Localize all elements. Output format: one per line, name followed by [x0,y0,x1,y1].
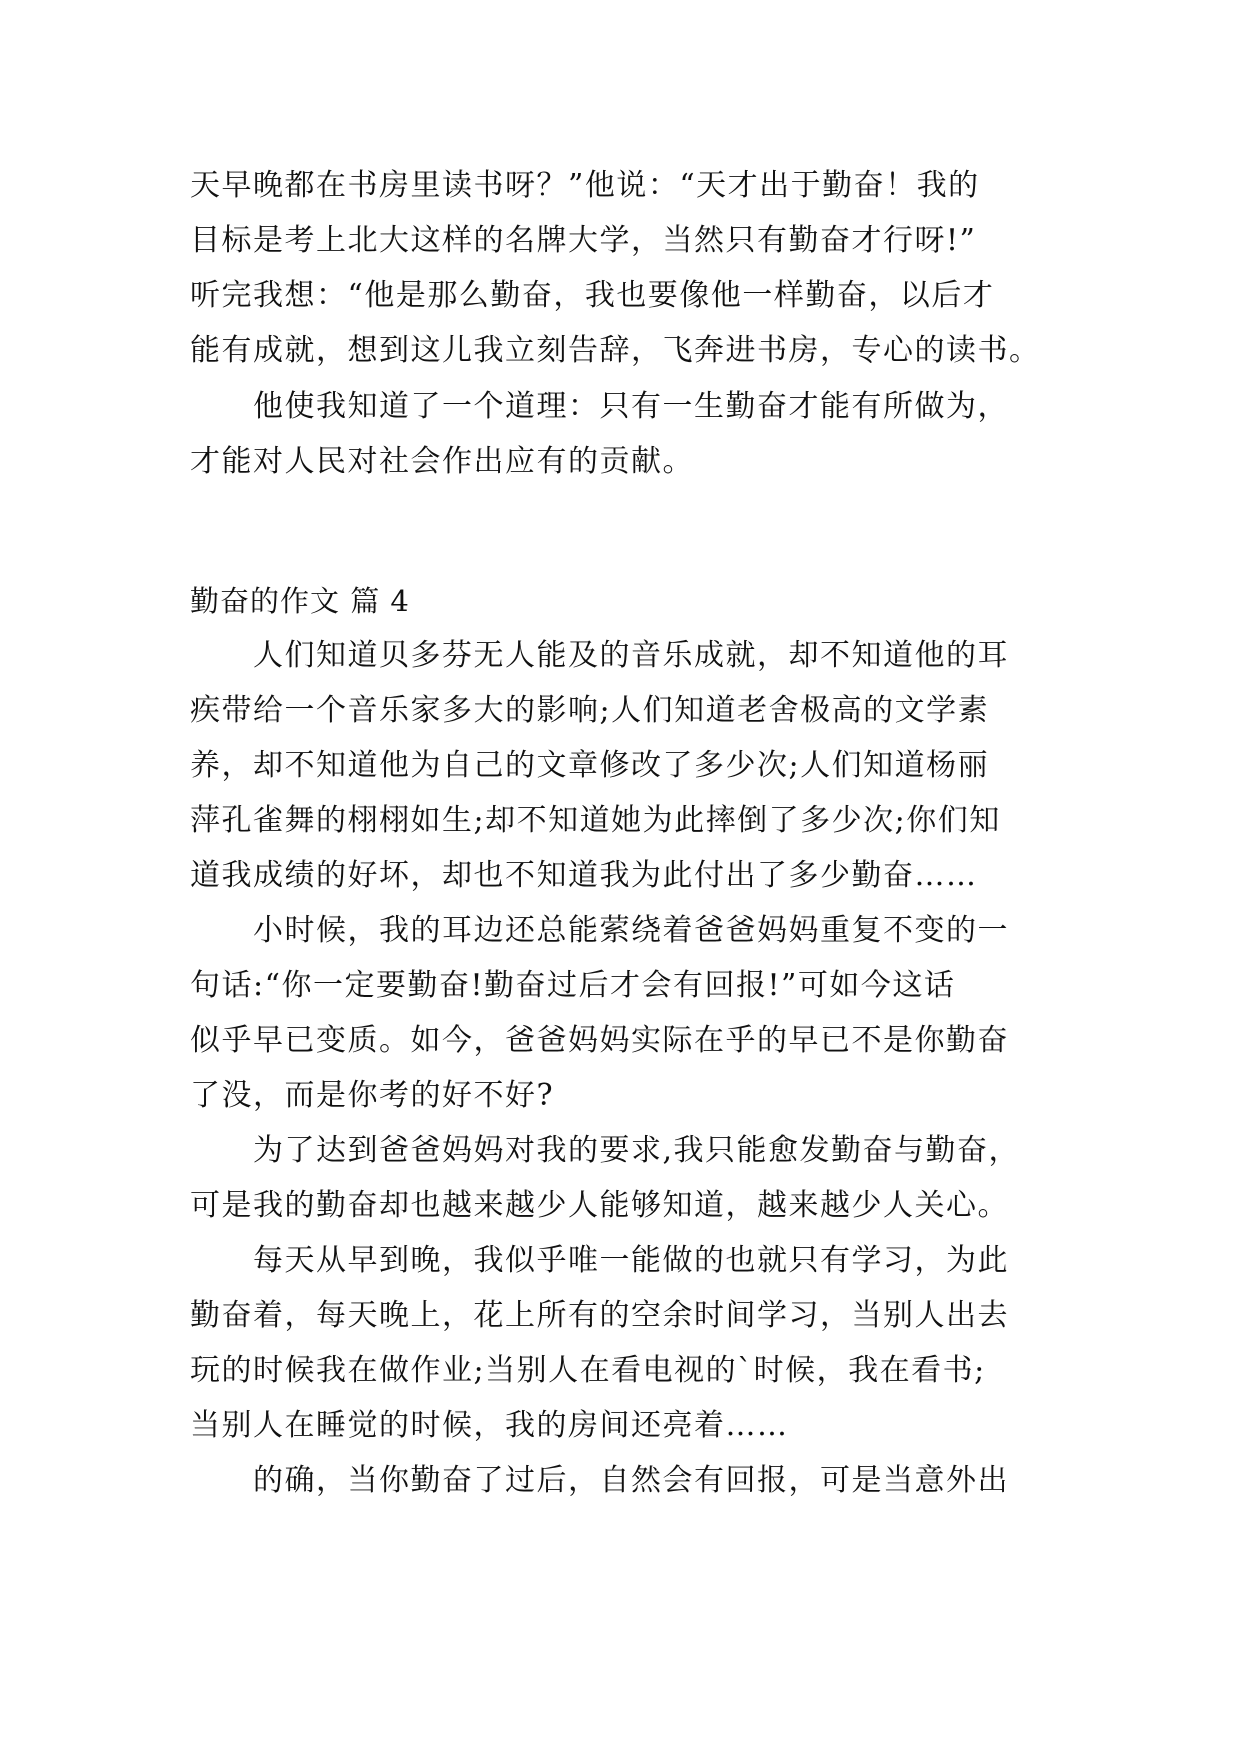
text-line: 道我成绩的好坏，却也不知道我为此付出了多少勤奋…… [190,858,978,893]
text-line: 能有成就，想到这儿我立刻告辞，飞奔进书房，专心的读书。 [190,333,1041,368]
text-line: 似乎早已变质。如今，爸爸妈妈实际在乎的早已不是你勤奋 [190,1023,1009,1058]
text-line: 了没，而是你考的好不好? [190,1078,555,1113]
text-line: 才能对人民对社会作出应有的贡献。 [190,444,694,479]
text-line: 为了达到爸爸妈妈对我的要求,我只能愈发勤奋与勤奋， [190,1133,1021,1168]
text-line: 他使我知道了一个道理：只有一生勤奋才能有所做为， [190,389,1009,424]
text-line: 勤奋着，每天晚上，花上所有的空余时间学习，当别人出去 [190,1298,1009,1333]
text-line: 的确，当你勤奋了过后，自然会有回报，可是当意外出 [190,1463,1009,1498]
text-line: 天早晚都在书房里读书呀？”他说：“天才出于勤奋！我的 [190,168,980,203]
text-line: 句话:“你一定要勤奋!勤奋过后才会有回报!”可如今这话 [190,968,956,1003]
text-line: 当别人在睡觉的时候，我的房间还亮着…… [190,1408,789,1443]
text-line: 萍孔雀舞的栩栩如生;却不知道她为此摔倒了多少次;你们知 [190,803,1001,838]
section-heading: 勤奋的作文 篇 4 [190,584,410,618]
text-line: 听完我想：“他是那么勤奋，我也要像他一样勤奋，以后才 [190,278,995,313]
text-line: 可是我的勤奋却也越来越少人能够知道，越来越少人关心。 [190,1188,1009,1223]
text-line: 小时候，我的耳边还总能萦绕着爸爸妈妈重复不变的一 [190,913,1009,948]
text-line: 每天从早到晚，我似乎唯一能做的也就只有学习，为此 [190,1243,1009,1278]
text-line: 玩的时候我在做作业;当别人在看电视的`时候，我在看书; [190,1353,986,1388]
text-line: 疾带给一个音乐家多大的影响;人们知道老舍极高的文学素 [190,693,990,728]
text-line: 养，却不知道他为自己的文章修改了多少次;人们知道杨丽 [190,748,990,783]
text-line: 目标是考上北大这样的名牌大学，当然只有勤奋才行呀!” [190,223,977,258]
text-line: 人们知道贝多芬无人能及的音乐成就，却不知道他的耳 [190,638,1009,673]
